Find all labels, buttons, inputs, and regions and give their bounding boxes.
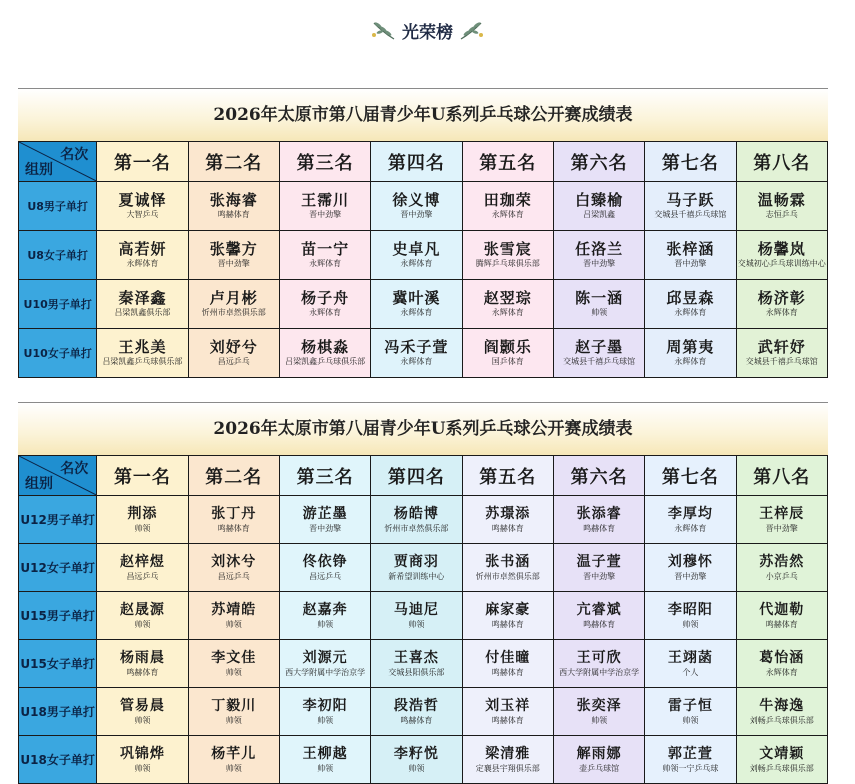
player-name: 秦泽鑫 [118, 289, 167, 307]
player-name: 杨济彰 [757, 289, 806, 307]
player-name: 刘玉祥 [485, 697, 531, 714]
player-name: 阎颢乐 [483, 338, 532, 356]
rank-header-row [19, 456, 828, 496]
club-name: 帅领 [408, 763, 425, 773]
club-name: 帅领 [591, 308, 608, 317]
club-name: 定襄县宇翔俱乐部 [475, 763, 540, 773]
board-title: 2026年太原市第八届青少年U系列乒乓球公开赛成绩表 [18, 88, 828, 141]
result-cell [553, 688, 644, 736]
player-name: 葛怡涵 [759, 649, 805, 666]
club-name: 昌远乒乓 [217, 357, 250, 366]
player-name: 王兆美 [118, 338, 167, 356]
player-name: 赵嘉奔 [302, 601, 348, 618]
result-cell [736, 640, 827, 688]
table-row [19, 736, 828, 784]
player-name: 佟依铮 [302, 553, 348, 570]
club-name: 交城县千禧乒乓球馆 [745, 357, 818, 366]
player-name: 武轩妤 [757, 338, 806, 356]
club-name: 帅领 [408, 619, 425, 629]
player-name: 马子跃 [666, 191, 715, 209]
result-cell [371, 544, 462, 592]
player-name: 荆添 [127, 505, 158, 522]
rank-7-header: 第七名 [645, 456, 736, 496]
table-row [19, 329, 828, 378]
result-cell [736, 736, 827, 784]
club-name: 志恒乒乓 [765, 210, 798, 219]
player-name: 冀叶溪 [392, 289, 441, 307]
club-name: 永辉体育 [400, 259, 433, 268]
player-name: 杨皓博 [393, 505, 439, 522]
result-cell [645, 640, 736, 688]
result-cell [279, 736, 370, 784]
result-cell [279, 640, 370, 688]
result-cell [97, 688, 188, 736]
result-cell [371, 280, 462, 329]
player-name: 王翊菡 [667, 649, 713, 666]
player-name: 牛海逸 [759, 697, 805, 714]
player-name: 杨芊儿 [211, 745, 257, 762]
result-cell [97, 182, 188, 231]
player-name: 徐义博 [392, 191, 441, 209]
club-name: 鸣赫体育 [126, 667, 159, 677]
player-name: 高若妍 [118, 240, 167, 258]
result-cell [462, 592, 553, 640]
result-cell [462, 736, 553, 784]
club-name: 忻州市卓然俱乐部 [475, 571, 540, 581]
rank-5-header: 第五名 [462, 142, 553, 182]
player-name: 王喜杰 [393, 649, 439, 666]
club-name: 交城县阳俱乐部 [388, 667, 445, 677]
player-name: 张丁丹 [211, 505, 257, 522]
result-cell [736, 182, 827, 231]
result-cell [279, 688, 370, 736]
club-name: 鸣赫体育 [491, 715, 524, 725]
result-cell [188, 280, 279, 329]
player-name: 段浩哲 [393, 697, 439, 714]
club-name: 壶乒乓球馆 [579, 763, 620, 773]
result-cell [97, 640, 188, 688]
club-name: 鸣赫体育 [217, 523, 250, 533]
result-cell [553, 231, 644, 280]
result-cell [279, 280, 370, 329]
player-name: 杨棋淼 [301, 338, 350, 356]
page-header [0, 18, 855, 54]
result-cell [645, 544, 736, 592]
rank-6-header: 第六名 [553, 456, 644, 496]
result-cell [188, 544, 279, 592]
club-name: 晋中劲擎 [309, 523, 342, 533]
club-name: 刘畅乒乓球俱乐部 [749, 763, 814, 773]
group-label: U8女子单打 [19, 231, 97, 280]
result-cell [371, 496, 462, 544]
club-name: 新希望训练中心 [388, 571, 445, 581]
results-board-1 [18, 88, 828, 378]
club-name: 吕梁凯鑫乒乓球俱乐部 [102, 357, 183, 366]
club-name: 个人 [682, 667, 699, 677]
club-name: 鸣赫体育 [400, 715, 433, 725]
result-cell [553, 496, 644, 544]
club-name: 交城县千禧乒乓球馆 [654, 210, 727, 219]
club-name: 永辉体育 [765, 667, 798, 677]
results-table [18, 455, 828, 784]
player-name: 邱昱森 [666, 289, 715, 307]
rank-8-header: 第八名 [736, 456, 827, 496]
club-name: 大智乒乓 [126, 210, 159, 219]
results-board-2 [18, 402, 828, 784]
player-name: 文靖颖 [759, 745, 805, 762]
player-name: 张馨方 [209, 240, 258, 258]
player-name: 亢睿斌 [576, 601, 622, 618]
result-cell [462, 182, 553, 231]
table-row [19, 592, 828, 640]
player-name: 王可欣 [576, 649, 622, 666]
rank-1-header: 第一名 [97, 456, 188, 496]
club-name: 鸣赫体育 [491, 523, 524, 533]
club-name: 永辉体育 [126, 259, 159, 268]
result-cell [645, 329, 736, 378]
club-name: 永辉体育 [491, 308, 524, 317]
rank-2-header: 第二名 [188, 142, 279, 182]
player-name: 贾商羽 [393, 553, 439, 570]
player-name: 田珈荣 [483, 191, 532, 209]
player-name: 马迪尼 [393, 601, 439, 618]
player-name: 赵晟源 [119, 601, 165, 618]
rank-3-header: 第三名 [279, 142, 370, 182]
result-cell [645, 182, 736, 231]
club-name: 晋中劲擎 [583, 571, 616, 581]
club-name: 永辉体育 [309, 259, 342, 268]
result-cell [371, 736, 462, 784]
club-name: 鸣赫体育 [583, 523, 616, 533]
result-cell [736, 688, 827, 736]
group-label: U10女子单打 [19, 329, 97, 378]
club-name: 吕梁凯鑫 [583, 210, 616, 219]
player-name: 麻家豪 [485, 601, 531, 618]
player-name: 刘沐兮 [211, 553, 257, 570]
result-cell [279, 496, 370, 544]
player-name: 张添睿 [576, 505, 622, 522]
club-name: 帅领 [134, 523, 151, 533]
club-name: 帅领 [317, 715, 334, 725]
result-cell [553, 544, 644, 592]
result-cell [645, 688, 736, 736]
group-label: U12男子单打 [19, 496, 97, 544]
result-cell [553, 640, 644, 688]
club-name: 鸣赫体育 [583, 619, 616, 629]
player-name: 周第夷 [666, 338, 715, 356]
group-label: U18女子单打 [19, 736, 97, 784]
corner-header [19, 456, 97, 496]
result-cell [97, 329, 188, 378]
result-cell [553, 280, 644, 329]
player-name: 赵翌琮 [483, 289, 532, 307]
board-title: 2026年太原市第八届青少年U系列乒乓球公开赛成绩表 [18, 402, 828, 455]
club-name: 帅领一宁乒乓球 [662, 763, 719, 773]
player-name: 赵子墨 [575, 338, 624, 356]
result-cell [553, 329, 644, 378]
player-name: 付佳曈 [485, 649, 531, 666]
result-cell [97, 496, 188, 544]
result-cell [645, 231, 736, 280]
result-cell [462, 688, 553, 736]
results-table [18, 141, 828, 378]
table-row [19, 182, 828, 231]
player-name: 张海睿 [209, 191, 258, 209]
player-name: 郭芷萱 [667, 745, 713, 762]
player-name: 杨子舟 [301, 289, 350, 307]
player-name: 苏浩然 [759, 553, 805, 570]
club-name: 交城初心乒乓球训练中心 [737, 259, 826, 268]
result-cell [371, 688, 462, 736]
club-name: 晋中劲擎 [674, 259, 707, 268]
group-label: U15男子单打 [19, 592, 97, 640]
result-cell [462, 544, 553, 592]
right-sprig-icon [459, 19, 485, 43]
result-cell [462, 496, 553, 544]
result-cell [188, 640, 279, 688]
rank-1-header: 第一名 [97, 142, 188, 182]
club-name: 永辉体育 [674, 523, 707, 533]
table-row [19, 496, 828, 544]
club-name: 交城县千禧乒乓球馆 [563, 357, 636, 366]
club-name: 永辉体育 [400, 308, 433, 317]
result-cell [645, 496, 736, 544]
club-name: 国乒体育 [491, 357, 524, 366]
player-name: 杨雨晨 [119, 649, 165, 666]
player-name: 冯禾子萱 [384, 338, 449, 356]
result-cell [736, 231, 827, 280]
player-name: 史卓凡 [392, 240, 441, 258]
group-label: U8男子单打 [19, 182, 97, 231]
club-name: 永辉体育 [400, 357, 433, 366]
result-cell [462, 329, 553, 378]
result-cell [279, 544, 370, 592]
club-name: 晋中劲擎 [309, 210, 342, 219]
table-row [19, 280, 828, 329]
player-name: 温畅霖 [757, 191, 806, 209]
player-name: 游芷墨 [302, 505, 348, 522]
player-name: 代迦勒 [759, 601, 805, 618]
club-name: 昌远乒乓 [309, 571, 342, 581]
player-name: 张梓涵 [666, 240, 715, 258]
club-name: 永辉体育 [674, 308, 707, 317]
result-cell [736, 280, 827, 329]
club-name: 鸣赫体育 [765, 619, 798, 629]
club-name: 晋中劲擎 [217, 259, 250, 268]
player-name: 苏璟添 [485, 505, 531, 522]
rank-8-header: 第八名 [736, 142, 827, 182]
club-name: 帅领 [317, 763, 334, 773]
result-cell [462, 280, 553, 329]
player-name: 白臻榆 [575, 191, 624, 209]
player-name: 刘妤兮 [209, 338, 258, 356]
result-cell [462, 231, 553, 280]
rank-4-header: 第四名 [371, 456, 462, 496]
club-name: 忻州市卓然俱乐部 [384, 523, 449, 533]
result-cell [553, 182, 644, 231]
result-cell [188, 736, 279, 784]
result-cell [97, 736, 188, 784]
player-name: 张奕泽 [576, 697, 622, 714]
club-name: 晋中劲擎 [400, 210, 433, 219]
club-name: 帅领 [317, 619, 334, 629]
player-name: 夏诚怿 [118, 191, 167, 209]
result-cell [736, 544, 827, 592]
result-cell [97, 280, 188, 329]
corner-rank-label: 名次 [60, 461, 89, 477]
rank-header-row [19, 142, 828, 182]
player-name: 巩锦烨 [119, 745, 165, 762]
player-name: 管易晨 [119, 697, 165, 714]
corner-header [19, 142, 97, 182]
player-name: 李籽悦 [393, 745, 439, 762]
player-name: 张书涵 [485, 553, 531, 570]
player-name: 李文佳 [211, 649, 257, 666]
result-cell [371, 592, 462, 640]
rank-5-header: 第五名 [462, 456, 553, 496]
player-name: 任洛兰 [575, 240, 624, 258]
result-cell [645, 736, 736, 784]
result-cell [97, 544, 188, 592]
player-name: 刘源元 [302, 649, 348, 666]
club-name: 晋中劲擎 [583, 259, 616, 268]
player-name: 张雪宸 [483, 240, 532, 258]
page-heading: 光荣榜 [402, 23, 453, 43]
player-name: 李昭阳 [667, 601, 713, 618]
result-cell [279, 329, 370, 378]
group-label: U18男子单打 [19, 688, 97, 736]
club-name: 忻州市卓然俱乐部 [201, 308, 266, 317]
club-name: 帅领 [134, 619, 151, 629]
result-cell [371, 182, 462, 231]
result-cell [553, 736, 644, 784]
corner-group-label: 组别 [25, 476, 53, 492]
rank-3-header: 第三名 [279, 456, 370, 496]
result-cell [462, 640, 553, 688]
club-name: 永辉体育 [674, 357, 707, 366]
club-name: 帅领 [225, 667, 242, 677]
result-cell [371, 640, 462, 688]
club-name: 帅领 [225, 715, 242, 725]
result-cell [736, 592, 827, 640]
club-name: 吕梁凯鑫俱乐部 [114, 308, 171, 317]
club-name: 晋中劲擎 [674, 571, 707, 581]
result-cell [188, 182, 279, 231]
player-name: 丁毅川 [211, 697, 257, 714]
left-sprig-icon [370, 19, 396, 43]
club-name: 帅领 [682, 619, 699, 629]
rank-2-header: 第二名 [188, 456, 279, 496]
club-name: 晋中劲擎 [765, 523, 798, 533]
result-cell [736, 329, 827, 378]
result-cell [97, 231, 188, 280]
player-name: 温子萱 [576, 553, 622, 570]
club-name: 鸣赫体育 [217, 210, 250, 219]
player-name: 李厚均 [667, 505, 713, 522]
player-name: 解雨娜 [576, 745, 622, 762]
result-cell [645, 592, 736, 640]
result-cell [371, 329, 462, 378]
club-name: 刘畅乒乓球俱乐部 [749, 715, 814, 725]
player-name: 梁清雅 [485, 745, 531, 762]
player-name: 苏靖皓 [211, 601, 257, 618]
group-label: U12女子单打 [19, 544, 97, 592]
table-row [19, 231, 828, 280]
club-name: 昌远乒乓 [126, 571, 159, 581]
player-name: 王柳越 [302, 745, 348, 762]
corner-rank-label: 名次 [60, 147, 89, 163]
player-name: 苗一宁 [301, 240, 350, 258]
group-label: U15女子单打 [19, 640, 97, 688]
player-name: 刘穆怀 [667, 553, 713, 570]
club-name: 永辉体育 [765, 308, 798, 317]
club-name: 西大学附属中学治京学 [559, 667, 640, 677]
player-name: 陈一涵 [575, 289, 624, 307]
player-name: 李初阳 [302, 697, 348, 714]
player-name: 赵梓煜 [119, 553, 165, 570]
club-name: 鸣赫体育 [491, 667, 524, 677]
club-name: 永辉体育 [491, 210, 524, 219]
rank-7-header: 第七名 [645, 142, 736, 182]
result-cell [371, 231, 462, 280]
club-name: 帅领 [682, 715, 699, 725]
table-row [19, 640, 828, 688]
table-row [19, 688, 828, 736]
result-cell [188, 231, 279, 280]
result-cell [645, 280, 736, 329]
result-cell [279, 592, 370, 640]
club-name: 小京乒乓 [765, 571, 798, 581]
result-cell [736, 496, 827, 544]
result-cell [188, 688, 279, 736]
club-name: 鸣赫体育 [491, 619, 524, 629]
club-name: 帅领 [134, 763, 151, 773]
result-cell [279, 182, 370, 231]
group-label: U10男子单打 [19, 280, 97, 329]
rank-4-header: 第四名 [371, 142, 462, 182]
player-name: 卢月彬 [209, 289, 258, 307]
corner-group-label: 组别 [25, 162, 53, 178]
result-cell [279, 231, 370, 280]
player-name: 杨馨岚 [757, 240, 806, 258]
player-name: 王霈川 [301, 191, 350, 209]
result-cell [188, 329, 279, 378]
table-row [19, 544, 828, 592]
rank-6-header: 第六名 [553, 142, 644, 182]
club-name: 帅领 [134, 715, 151, 725]
club-name: 帅领 [225, 619, 242, 629]
club-name: 腾辉乒乓球俱乐部 [475, 259, 540, 268]
club-name: 昌远乒乓 [217, 571, 250, 581]
club-name: 帅领 [225, 763, 242, 773]
club-name: 永辉体育 [309, 308, 342, 317]
player-name: 王梓辰 [759, 505, 805, 522]
result-cell [553, 592, 644, 640]
club-name: 帅领 [591, 715, 608, 725]
club-name: 西大学附属中学治京学 [285, 667, 366, 677]
club-name: 吕梁凯鑫乒乓球俱乐部 [285, 357, 366, 366]
player-name: 雷子恒 [667, 697, 713, 714]
result-cell [97, 592, 188, 640]
result-cell [188, 592, 279, 640]
result-cell [188, 496, 279, 544]
